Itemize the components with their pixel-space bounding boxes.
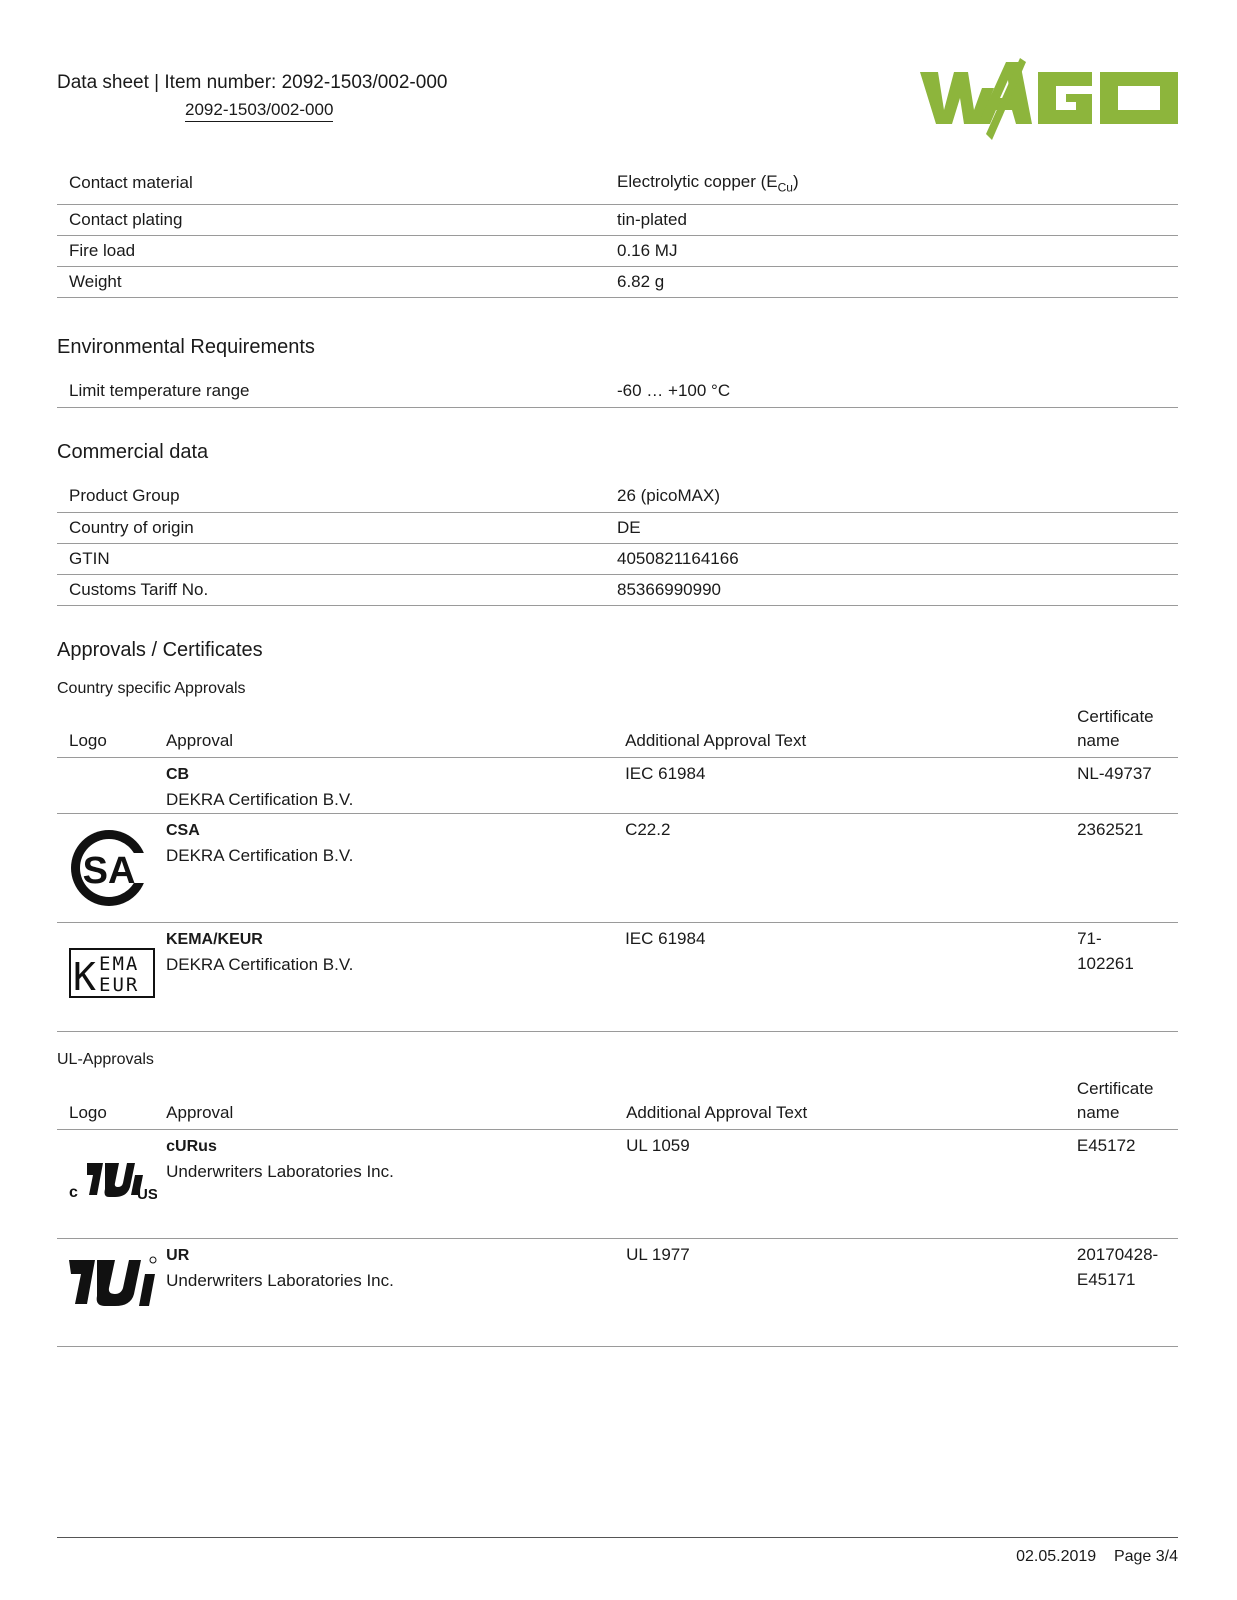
property-label: Customs Tariff No.	[57, 574, 617, 605]
certificate-cell: 71- 102261	[1077, 923, 1178, 1032]
svg-text:c: c	[69, 1184, 78, 1201]
property-label: Limit temperature range	[57, 376, 617, 407]
table-row	[57, 512, 1178, 543]
property-value: -60 … +100 °C	[617, 376, 1178, 407]
property-value: 4050821164166	[617, 543, 1178, 574]
wago-logo	[920, 58, 1178, 143]
approval-cell: cURus Underwriters Laboratories Inc.	[166, 1130, 626, 1239]
kema-keur-logo-icon	[69, 948, 155, 998]
svg-text:SA: SA	[82, 850, 136, 892]
column-header-approval: Approval	[166, 1077, 626, 1130]
logo-cell	[57, 1239, 166, 1347]
page-title: Data sheet | Item number: 2092-1503/002-000	[57, 72, 448, 93]
column-header-additional-text: Additional Approval Text	[625, 705, 1077, 758]
property-value: 26 (picoMAX)	[617, 481, 1178, 512]
logo-cell	[57, 1130, 166, 1239]
property-label: Fire load	[57, 235, 617, 266]
table-header-row	[57, 1077, 1178, 1130]
logo-cell	[57, 758, 166, 814]
subheading-ul-approvals: UL-Approvals	[57, 1051, 154, 1068]
ur-logo-icon	[69, 1252, 157, 1312]
curus-logo-icon	[69, 1153, 157, 1203]
certificate-cell: 20170428- E45171	[1077, 1239, 1178, 1347]
environmental-table	[57, 376, 1178, 408]
certificate-cell: 2362521	[1077, 814, 1178, 923]
certificate-cell: NL-49737	[1077, 758, 1178, 814]
additional-text-cell: C22.2	[625, 814, 1077, 923]
ul-approvals-table	[57, 1077, 1178, 1347]
column-header-logo: Logo	[57, 705, 166, 758]
approval-cell: CSA DEKRA Certification B.V.	[166, 814, 625, 923]
csa-logo-icon	[69, 823, 149, 913]
property-label: Product Group	[57, 481, 617, 512]
logo-cell	[57, 923, 166, 1032]
table-row	[57, 1130, 1178, 1239]
approval-cell: UR Underwriters Laboratories Inc.	[166, 1239, 626, 1347]
column-header-certificate-name: Certificate name	[1077, 705, 1178, 758]
property-value: DE	[617, 512, 1178, 543]
svg-text:EUR: EUR	[99, 974, 140, 996]
table-row	[57, 1239, 1178, 1347]
svg-text:EMA: EMA	[99, 953, 140, 975]
logo-cell	[57, 814, 166, 923]
svg-text:US: US	[137, 1186, 157, 1203]
property-value: 6.82 g	[617, 266, 1178, 297]
table-row	[57, 574, 1178, 605]
general-properties-table	[57, 163, 1178, 298]
additional-text-cell: UL 1977	[626, 1239, 1077, 1347]
property-label: Contact plating	[57, 204, 617, 235]
table-row	[57, 266, 1178, 297]
section-heading-environmental: Environmental Requirements	[57, 336, 315, 358]
table-row	[57, 163, 1178, 204]
table-row	[57, 376, 1178, 407]
footer-divider	[57, 1537, 1178, 1538]
item-number-link[interactable]: 2092-1503/002-000	[185, 100, 333, 122]
certificate-cell: E45172	[1077, 1130, 1178, 1239]
additional-text-cell: UL 1059	[626, 1130, 1077, 1239]
table-row	[57, 235, 1178, 266]
column-header-approval: Approval	[166, 705, 625, 758]
section-heading-approvals: Approvals / Certificates	[57, 639, 263, 661]
property-label: GTIN	[57, 543, 617, 574]
section-heading-commercial: Commercial data	[57, 441, 209, 463]
additional-text-cell: IEC 61984	[625, 758, 1077, 814]
property-value: 0.16 MJ	[617, 235, 1178, 266]
column-header-additional-text: Additional Approval Text	[626, 1077, 1077, 1130]
column-header-logo: Logo	[57, 1077, 166, 1130]
property-label: Country of origin	[57, 512, 617, 543]
additional-text-cell: IEC 61984	[625, 923, 1077, 1032]
subheading-country-specific: Country specific Approvals	[57, 680, 246, 697]
property-label: Weight	[57, 266, 617, 297]
property-label: Contact material	[57, 163, 617, 204]
column-header-certificate-name: Certificate name	[1077, 1077, 1178, 1130]
footer-page-number: Page 3/4	[1113, 1548, 1178, 1565]
table-row	[57, 543, 1178, 574]
footer-date: 02.05.2019	[1016, 1548, 1097, 1565]
property-value: Electrolytic copper $(E_{Cu})$	[617, 163, 1178, 204]
property-value: 85366990990	[617, 574, 1178, 605]
table-row	[57, 481, 1178, 512]
table-row	[57, 758, 1178, 814]
property-value: tin-plated	[617, 204, 1178, 235]
svg-text:K: K	[73, 955, 96, 998]
page-footer	[1016, 1548, 1178, 1566]
country-approvals-table	[57, 705, 1178, 1032]
approval-cell: CB DEKRA Certification B.V.	[166, 758, 625, 814]
table-header-row	[57, 705, 1178, 758]
table-row	[57, 923, 1178, 1032]
approval-cell: KEMA/KEUR DEKRA Certification B.V.	[166, 923, 625, 1032]
commercial-table	[57, 481, 1178, 606]
table-row	[57, 204, 1178, 235]
table-row	[57, 814, 1178, 923]
